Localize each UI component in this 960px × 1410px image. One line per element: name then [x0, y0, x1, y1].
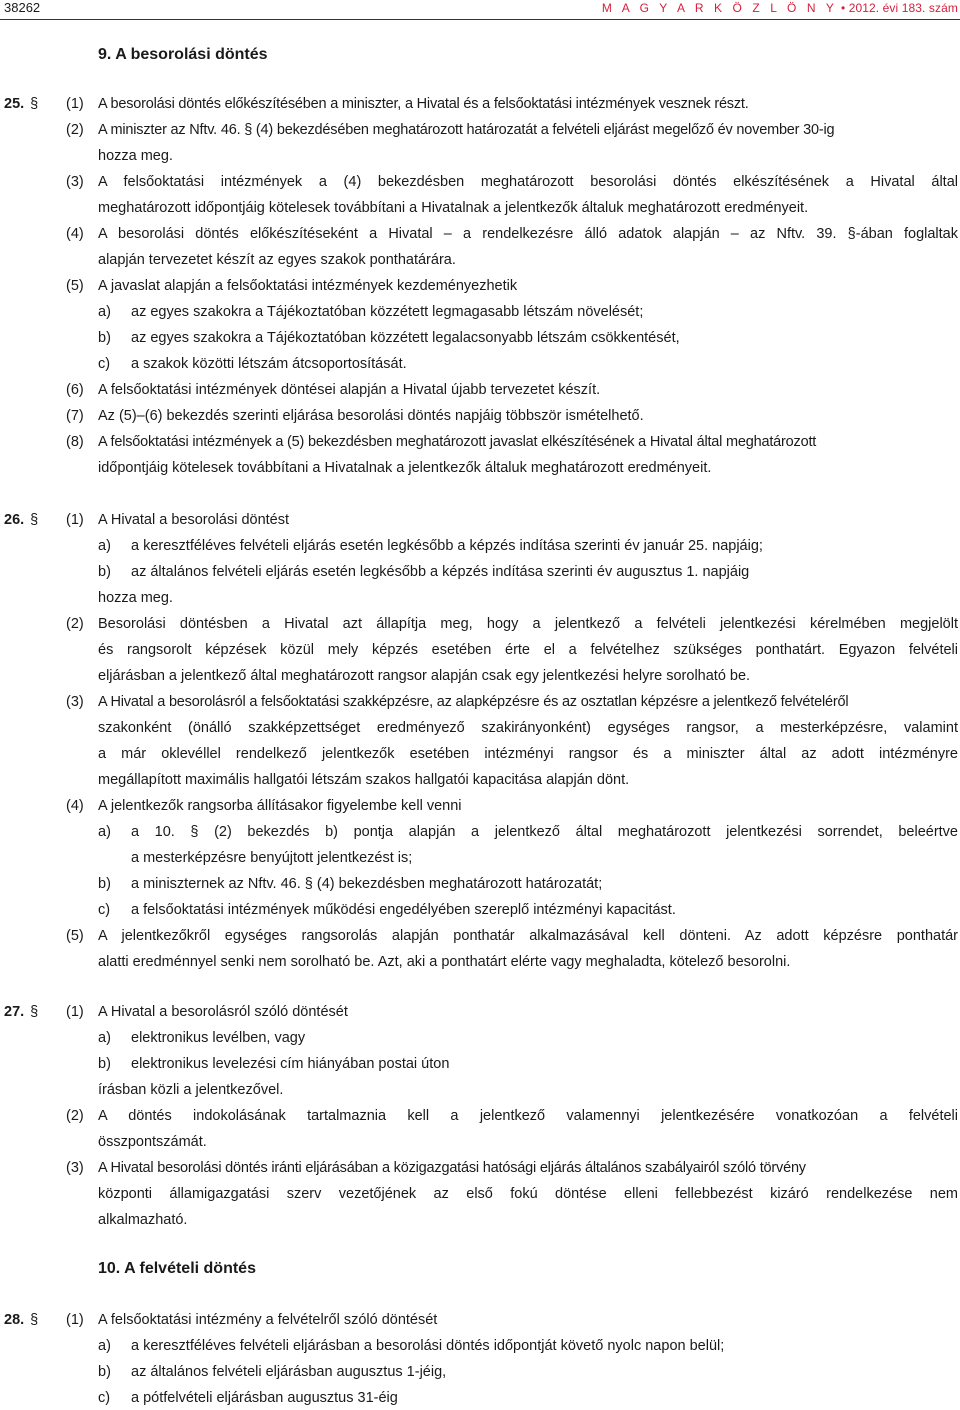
paragraph-text: eljárásban a jelentkező által meghatározott rangsor alapján csak egy jelentkezési helyre sorolható be. — [98, 668, 751, 684]
paragraph-text: A javaslat alapján a felsőoktatási intézmények kezdeményezhetik — [98, 278, 518, 294]
paragraph-text: A felsőoktatási intézmény a felvételről szóló döntését — [98, 1312, 438, 1328]
paragraph-text: hozza meg. — [98, 148, 173, 164]
list-item-text: elektronikus levelezési cím hiányában postai úton — [131, 1056, 450, 1072]
paragraph-text: alatti eredménnyel senki nem sorolható be. Azt, aki a ponthatárt elérte vagy meghaladta, kötelező besorolni. — [98, 954, 791, 970]
paragraph-text: A felsőoktatási intézmények a (4) bekezdésben meghatározott besorolási döntés elkészítésének a Hivatal által — [98, 174, 958, 190]
list-item-text: a 10. § (2) bekezdés b) pontja alapján a jelentkező által meghatározott jelentkezési sorrendet, beleértve — [131, 824, 958, 840]
list-item-text: a pótfelvételi eljárásban augusztus 31-éig — [131, 1390, 398, 1406]
page-number: 38262 — [4, 0, 41, 15]
list-item-label: c) — [98, 902, 111, 918]
paragraph-number: (3) — [66, 694, 84, 710]
paragraph-text: szakonként (önálló szakképzettséget eredményező szakirányonként) egységes rangsor, a mesterképzésre, valamint — [98, 720, 958, 736]
paragraph-text: meghatározott időpontjáig kötelesek továbbítani a Hivatalnak a jelentkezők általuk meghatározott eredményeit. — [98, 200, 809, 216]
paragraph-text: alapján tervezetet készít az egyes szakok ponthatárára. — [98, 252, 456, 268]
paragraph-text: A jelentkezők rangsorba állításakor figyelembe kell venni — [98, 798, 462, 814]
paragraph-text: A besorolási döntés előkészítéseként a Hivatal – a rendelkezésre álló adatok alapján – az Nftv. 39. §-ában foglaltak — [98, 226, 958, 242]
list-item-label: a) — [98, 304, 111, 320]
list-item-label: a) — [98, 538, 111, 554]
paragraph-text: és rangsorolt képzések közül mely képzés esetében érte el a felvételhez szükséges ponthatárt. Egyazon felvételi — [98, 642, 958, 658]
list-item-text: a szakok közötti létszám átcsoportosítását. — [131, 356, 407, 372]
list-item-text: elektronikus levélben, vagy — [131, 1030, 306, 1046]
list-item-label: a) — [98, 1030, 111, 1046]
list-item-text: a mesterképzésre benyújtott jelentkezést is; — [131, 850, 413, 866]
paragraph-text: Az (5)–(6) bekezdés szerinti eljárása besorolási döntés napjáig többször ismételhető. — [98, 408, 644, 424]
chapter-title: 10. A felvételi döntés — [98, 1260, 256, 1277]
paragraph-text: A Hivatal a besorolásról a felsőoktatási szakképzésre, az alapképzésre és az osztatlan képzésre a jelentkező felvételéről — [98, 694, 849, 710]
paragraph-number: (5) — [66, 278, 84, 294]
list-item-text: a felsőoktatási intézmények működési engedélyében szereplő intézményi kapacitást. — [131, 902, 676, 918]
paragraph-text: alkalmazható. — [98, 1212, 188, 1228]
list-item-label: a) — [98, 824, 111, 840]
list-item-label: c) — [98, 356, 111, 372]
paragraph-text: A Hivatal a besorolásról szóló döntését — [98, 1004, 348, 1020]
paragraph-number: (1) — [66, 96, 84, 112]
paragraph-text: Besorolási döntésben a Hivatal azt állapítja meg, hogy a jelentkező a felvételi jelentkezési kérelmében megjelölt — [98, 616, 958, 632]
paragraph-text: A Hivatal besorolási döntés iránti eljárásában a közigazgatási hatósági eljárás általános szabályairól szóló törvény — [98, 1160, 806, 1176]
paragraph-text: A miniszter az Nftv. 46. § (4) bekezdésében meghatározott határozatát a felvételi eljárást megelőző év november 30-ig — [98, 122, 835, 138]
list-item-text: az általános felvételi eljárásban augusztus 1-jéig, — [131, 1364, 447, 1380]
section-number: 25. § — [4, 96, 39, 112]
list-item-label: c) — [98, 1390, 111, 1406]
paragraph-number: (7) — [66, 408, 84, 424]
list-item-label: a) — [98, 1338, 111, 1354]
list-item-label: b) — [98, 564, 111, 580]
section-number: 27. § — [4, 1004, 39, 1020]
paragraph-number: (3) — [66, 174, 84, 190]
journal-title — [602, 0, 958, 16]
paragraph-number: (1) — [66, 512, 84, 528]
paragraph-number: (4) — [66, 798, 84, 814]
issue-info: • 2012. évi 183. szám — [840, 1, 958, 15]
list-item-text: a keresztféléves felvételi eljárásban a besorolási döntés időpontját követő nyolc napon belül; — [131, 1338, 725, 1354]
section-number: 28. § — [4, 1312, 39, 1328]
paragraph-number: (3) — [66, 1160, 84, 1176]
list-item-text: az általános felvételi eljárás esetén legkésőbb a képzés indítása szerinti év augusztus 1. napjáig — [131, 564, 750, 580]
list-item-label: b) — [98, 1056, 111, 1072]
paragraph-text: írásban közli a jelentkezővel. — [98, 1082, 284, 1098]
section-number: 26. § — [4, 512, 39, 528]
paragraph-number: (2) — [66, 616, 84, 632]
list-item-text: a keresztféléves felvételi eljárás esetén legkésőbb a képzés indítása szerinti év január 25. napjáig; — [131, 538, 763, 554]
paragraph-number: (5) — [66, 928, 84, 944]
paragraph-number: (1) — [66, 1004, 84, 1020]
paragraph-number: (2) — [66, 122, 84, 138]
header-divider — [0, 19, 960, 20]
paragraph-text: a már oklevéllel rendelkező jelentkezők esetében intézményi rangsor és a miniszter által az adott intézményre — [98, 746, 958, 762]
paragraph-number: (2) — [66, 1108, 84, 1124]
paragraph-text: A döntés indokolásának tartalmaznia kell a jelentkező valamennyi jelentkezésére vonatkozóan a felvételi — [98, 1108, 958, 1124]
list-item-label: b) — [98, 876, 111, 892]
paragraph-text: megállapított maximális hallgatói létszám szakos hallgatói kapacitása alapján dönt. — [98, 772, 630, 788]
paragraph-text: központi államigazgatási szerv vezetőjének az első fokú döntése elleni fellebbezést kizáró rendelkezése nem — [98, 1186, 958, 1202]
paragraph-text: időpontjáig kötelesek továbbítani a Hivatalnak a jelentkezők általuk meghatározott eredményeit. — [98, 460, 712, 476]
paragraph-text: összpontszámát. — [98, 1134, 207, 1150]
paragraph-text: A felsőoktatási intézmények a (5) bekezdésben meghatározott javaslat elkészítésének a Hivatal által meghatározott — [98, 434, 817, 450]
paragraph-text: hozza meg. — [98, 590, 173, 606]
list-item-text: az egyes szakokra a Tájékoztatóban közzétett legmagasabb létszám növelését; — [131, 304, 644, 320]
list-item-text: a miniszternek az Nftv. 46. § (4) bekezdésben meghatározott határozatát; — [131, 876, 603, 892]
list-item-label: b) — [98, 1364, 111, 1380]
list-item-label: b) — [98, 330, 111, 346]
paragraph-number: (6) — [66, 382, 84, 398]
paragraph-text: A besorolási döntés előkészítésében a miniszter, a Hivatal és a felsőoktatási intézmények vesznek részt. — [98, 96, 749, 112]
paragraph-number: (8) — [66, 434, 84, 450]
paragraph-text: A Hivatal a besorolási döntést — [98, 512, 290, 528]
paragraph-number: (4) — [66, 226, 84, 242]
page-header — [0, 0, 960, 20]
chapter-title: 9. A besorolási döntés — [98, 46, 268, 63]
list-item-text: az egyes szakokra a Tájékoztatóban közzétett legalacsonyabb létszám csökkentését, — [131, 330, 680, 346]
paragraph-text: A felsőoktatási intézmények döntései alapján a Hivatal újabb tervezetet készít. — [98, 382, 601, 398]
paragraph-number: (1) — [66, 1312, 84, 1328]
journal-name: M A G Y A R K Ö Z L Ö N Y — [601, 1, 838, 15]
paragraph-text: A jelentkezőkről egységes rangsorolás alapján ponthatár alkalmazásával kell dönteni. Az adott képzésre ponthatár — [98, 928, 958, 944]
